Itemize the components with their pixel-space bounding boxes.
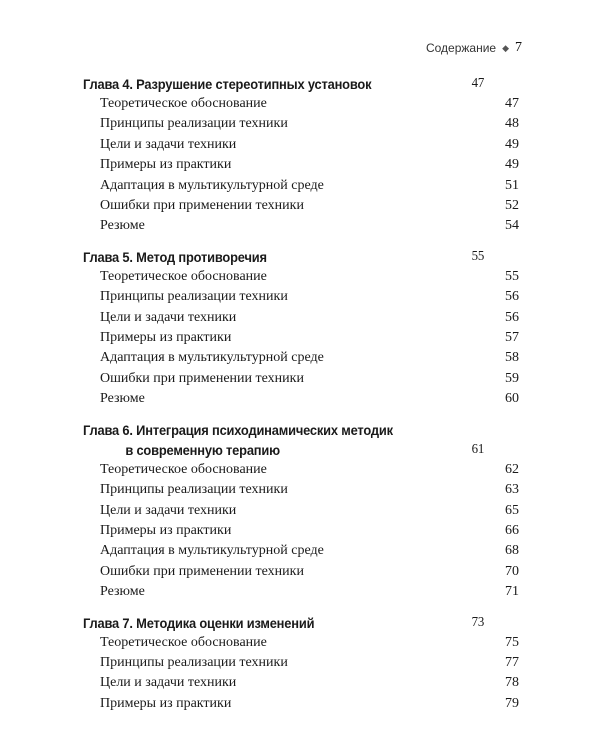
toc-entry-page: 77 [505,654,519,670]
toc-entry-label: Принципы реализации техники [100,289,288,305]
toc-entry-page: 62 [505,461,519,477]
toc-entry[interactable] [83,501,519,521]
toc-entry-page: 56 [505,289,519,305]
toc-entry[interactable] [83,562,519,582]
toc-entry-page: 58 [505,350,519,366]
toc-entry-label: Ошибки при применении техники [100,370,304,386]
toc-entry[interactable] [83,582,519,602]
toc-entry-page: 63 [505,482,519,498]
toc-entry-page: 57 [505,330,519,346]
chapter-page-number: 61 [471,441,485,457]
chapter-page-number: 55 [471,248,485,264]
toc-entry-label: Ошибки при применении техники [100,563,304,579]
toc-entry-label: Адаптация в мультикультурной среде [100,543,324,559]
toc-entry[interactable] [83,369,519,389]
toc-entry[interactable] [83,348,519,368]
chapter-section [83,247,519,410]
chapter-title [83,613,457,633]
toc-entry-page: 51 [505,177,519,193]
toc-entry-page: 49 [505,136,519,152]
chapter-heading-row[interactable] [83,613,484,633]
chapter-page-number: 47 [471,76,485,91]
chapter-title [83,247,457,267]
toc-entry-label: Адаптация в мультикультурной среде [100,350,324,366]
table-of-contents [83,74,519,724]
chapter-title-line: Глава 4. Разрушение стереотипных установок [83,76,372,92]
toc-entry-label: Принципы реализации техники [100,654,288,670]
toc-entry[interactable] [83,633,519,653]
toc-entry-label: Резюме [100,584,145,600]
toc-entry-label: Принципы реализации техники [100,116,288,132]
toc-entry-label: Примеры из практики [100,330,232,346]
running-header [426,40,522,56]
chapter-page-number: 73 [471,614,485,630]
toc-entry[interactable] [83,135,519,155]
toc-entry-page: 66 [505,522,519,538]
toc-entry-page: 70 [505,563,519,579]
toc-entry-page: 47 [505,96,519,111]
toc-entry-label: Резюме [100,391,145,407]
toc-entry-page: 65 [505,502,519,518]
toc-entry[interactable] [83,94,519,114]
toc-entry[interactable] [83,694,519,714]
toc-entry[interactable] [83,176,519,196]
diamond-ornament-icon: ◆ [502,42,509,53]
toc-entry[interactable] [83,389,519,409]
toc-entry[interactable] [83,521,519,541]
toc-entry-label: Цели и задачи техники [100,136,237,152]
toc-entry[interactable] [83,114,519,134]
toc-entry-label: Теоретическое обоснование [100,461,267,477]
toc-entry-page: 55 [505,268,519,284]
toc-entry-page: 52 [505,198,519,214]
toc-entry-label: Цели и задачи техники [100,309,237,325]
toc-entry-label: Адаптация в мультикультурной среде [100,177,324,193]
toc-entry-page: 49 [505,157,519,173]
section-title: Содержание [425,41,497,55]
toc-entry-label: Теоретическое обоснование [100,634,267,650]
toc-entry[interactable] [83,155,519,175]
toc-entry[interactable] [83,287,519,307]
toc-entry-page: 78 [505,675,519,691]
chapter-heading-row[interactable] [83,247,484,267]
toc-entry[interactable] [83,308,519,328]
toc-entry-page: 68 [505,543,519,559]
toc-entry-label: Ошибки при применении техники [100,198,304,214]
toc-entry-page: 79 [505,695,519,711]
chapter-title-line: Глава 7. Методика оценки изменений [83,614,315,631]
toc-entry[interactable] [83,653,519,673]
toc-entry-label: Теоретическое обоснование [100,96,267,111]
toc-entry[interactable] [83,673,519,693]
toc-entry-label: Примеры из практики [100,157,232,173]
chapter-section [83,613,519,715]
chapter-title [83,420,457,460]
toc-entry-page: 48 [505,116,519,132]
toc-entry-label: Цели и задачи техники [100,502,237,518]
chapter-section [83,420,519,603]
toc-entry[interactable] [83,541,519,561]
toc-entry[interactable] [83,328,519,348]
toc-entry-label: Резюме [100,218,145,234]
chapter-heading-row[interactable] [83,74,484,94]
toc-entry-label: Цели и задачи техники [100,675,237,691]
toc-entry[interactable] [83,196,519,216]
toc-entry[interactable] [83,216,519,236]
chapter-title-line: Глава 5. Метод противоречия [83,248,267,265]
toc-entry-label: Теоретическое обоснование [100,268,267,284]
chapter-heading-row[interactable] [83,420,484,460]
toc-entry[interactable] [83,460,519,480]
toc-entry-label: Принципы реализации техники [100,482,288,498]
toc-entry-label: Примеры из практики [100,695,232,711]
toc-entry-page: 75 [505,634,519,650]
toc-entry-page: 54 [505,218,519,234]
page-number: 7 [515,40,522,55]
chapter-section [83,74,519,237]
toc-entry-page: 60 [505,391,519,407]
toc-entry-page: 59 [505,370,519,386]
chapter-title-line: в современную терапию [125,441,280,458]
toc-entry-page: 71 [505,584,519,600]
toc-entry[interactable] [83,480,519,500]
toc-entry-label: Примеры из практики [100,522,232,538]
chapter-title-line: Глава 6. Интеграция психодинамических методик [83,421,393,438]
toc-entry-page: 56 [505,309,519,325]
toc-entry[interactable] [83,267,519,287]
chapter-title [83,74,457,94]
